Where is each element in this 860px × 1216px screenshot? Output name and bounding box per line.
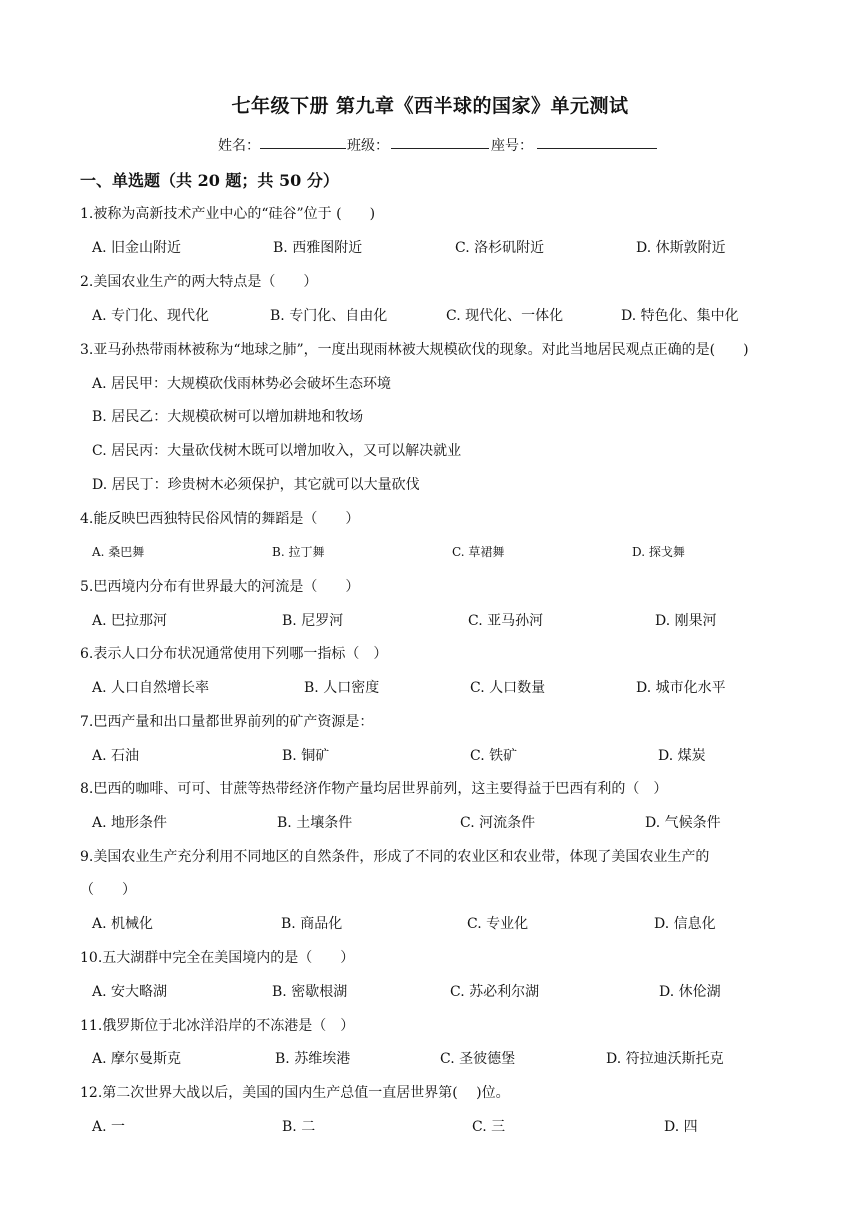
question-12-option-b[interactable]: B. 二 [282,1119,316,1135]
question-6-option-a[interactable]: A. 人口自然增长率 [92,680,210,696]
question-1-option-a[interactable]: A. 旧金山附近 [92,240,182,256]
question-7-option-d[interactable]: D. 煤炭 [658,748,706,764]
name-blank[interactable] [260,135,346,149]
question-10-option-b[interactable]: B. 密歇根湖 [272,984,348,1000]
question-10-option-c[interactable]: C. 苏必利尔湖 [450,984,540,1000]
question-12-option-d[interactable]: D. 四 [664,1119,698,1135]
question-7-option-c[interactable]: C. 铁矿 [470,748,518,764]
question-8-option-c[interactable]: C. 河流条件 [460,815,536,831]
name-label: 姓名： [218,138,260,154]
question-11-stem: 11.俄罗斯位于北冰洋沿岸的不冻港是（ ） [80,1018,355,1034]
question-2-option-d[interactable]: D. 特色化、集中化 [621,308,739,324]
question-1-stem: 1.被称为高新技术产业中心的“硅谷”位于 ( ) [80,206,376,222]
question-6-stem: 6.表示人口分布状况通常使用下列哪一指标（ ） [80,646,388,662]
class-label: 班级： [347,138,389,154]
question-3-option-a[interactable]: A. 居民甲：大规模砍伐雨林势必会破坏生态环境 [92,376,392,392]
question-12-option-c[interactable]: C. 三 [472,1119,506,1135]
question-5-option-c[interactable]: C. 亚马孙河 [468,613,544,629]
question-4-option-b[interactable]: B. 拉丁舞 [272,545,325,559]
question-2-stem: 2.美国农业生产的两大特点是（ ） [80,274,318,290]
question-11-option-d[interactable]: D. 符拉迪沃斯托克 [606,1051,724,1067]
question-9-stem: 9.美国农业生产充分利用不同地区的自然条件，形成了不同的农业区和农业带，体现了美国农业生产的 [80,849,710,865]
question-12-stem: 12.第二次世界大战以后，美国的国内生产总值一直居世界第( )位。 [80,1085,510,1101]
question-7-option-b[interactable]: B. 铜矿 [282,748,330,764]
question-4-option-d[interactable]: D. 探戈舞 [632,545,685,559]
class-blank[interactable] [391,135,489,149]
question-9-option-a[interactable]: A. 机械化 [92,916,154,932]
question-11-option-c[interactable]: C. 圣彼德堡 [440,1051,516,1067]
question-5-stem: 5.巴西境内分布有世界最大的河流是（ ） [80,579,360,595]
question-8-option-b[interactable]: B. 土壤条件 [277,815,353,831]
question-6-option-b[interactable]: B. 人口密度 [304,680,380,696]
question-4-stem: 4.能反映巴西独特民俗风情的舞蹈是（ ） [80,511,360,527]
question-6-option-d[interactable]: D. 城市化水平 [636,680,726,696]
question-1-option-d[interactable]: D. 休斯敦附近 [636,240,726,256]
question-1-option-c[interactable]: C. 洛杉矶附近 [455,240,545,256]
question-9-stem-continued: （ ） [80,882,136,898]
question-6-option-c[interactable]: C. 人口数量 [470,680,546,696]
question-5-option-d[interactable]: D. 刚果河 [655,613,717,629]
question-8-option-a[interactable]: A. 地形条件 [92,815,168,831]
question-10-option-d[interactable]: D. 休伦湖 [659,984,721,1000]
question-8-stem: 8.巴西的咖啡、可可、甘蔗等热带经济作物产量均居世界前列，这主要得益于巴西有利的（ ） [80,781,668,797]
question-10-option-a[interactable]: A. 安大略湖 [92,984,168,1000]
question-5-option-a[interactable]: A. 巴拉那河 [92,613,168,629]
question-5-option-b[interactable]: B. 尼罗河 [282,613,344,629]
question-7-stem: 7.巴西产量和出口量都世界前列的矿产资源是： [80,714,374,730]
seat-blank[interactable] [537,135,657,149]
question-4-option-a[interactable]: A. 桑巴舞 [92,545,145,559]
question-9-option-c[interactable]: C. 专业化 [467,916,529,932]
question-10-stem: 10.五大湖群中完全在美国境内的是（ ） [80,950,355,966]
question-3-option-c[interactable]: C. 居民丙：大量砍伐树木既可以增加收入，又可以解决就业 [92,443,462,459]
question-11-option-b[interactable]: B. 苏维埃港 [275,1051,351,1067]
question-4-option-c[interactable]: C. 草裙舞 [452,545,505,559]
question-11-option-a[interactable]: A. 摩尔曼斯克 [92,1051,182,1067]
question-9-option-b[interactable]: B. 商品化 [281,916,343,932]
question-3-option-b[interactable]: B. 居民乙：大规模砍树可以增加耕地和牧场 [92,409,364,425]
section-title: 一、单选题（共 20 题；共 50 分） [80,171,339,190]
question-3-stem: 3.亚马孙热带雨林被称为“地球之肺”，一度出现雨林被大规模砍伐的现象。对此当地居民观点正确的是( ) [80,342,749,358]
question-3-option-d[interactable]: D. 居民丁：珍贵树木必须保护，其它就可以大量砍伐 [92,477,420,493]
question-2-option-a[interactable]: A. 专门化、现代化 [92,308,210,324]
seat-label: 座号： [491,138,533,154]
question-8-option-d[interactable]: D. 气候条件 [645,815,721,831]
question-9-option-d[interactable]: D. 信息化 [654,916,716,932]
question-2-option-c[interactable]: C. 现代化、一体化 [446,308,564,324]
page-title: 七年级下册 第九章《西半球的国家》单元测试 [231,95,629,117]
question-1-option-b[interactable]: B. 西雅图附近 [273,240,363,256]
question-2-option-b[interactable]: B. 专门化、自由化 [270,308,388,324]
question-12-option-a[interactable]: A. 一 [92,1119,126,1135]
question-7-option-a[interactable]: A. 石油 [92,748,140,764]
